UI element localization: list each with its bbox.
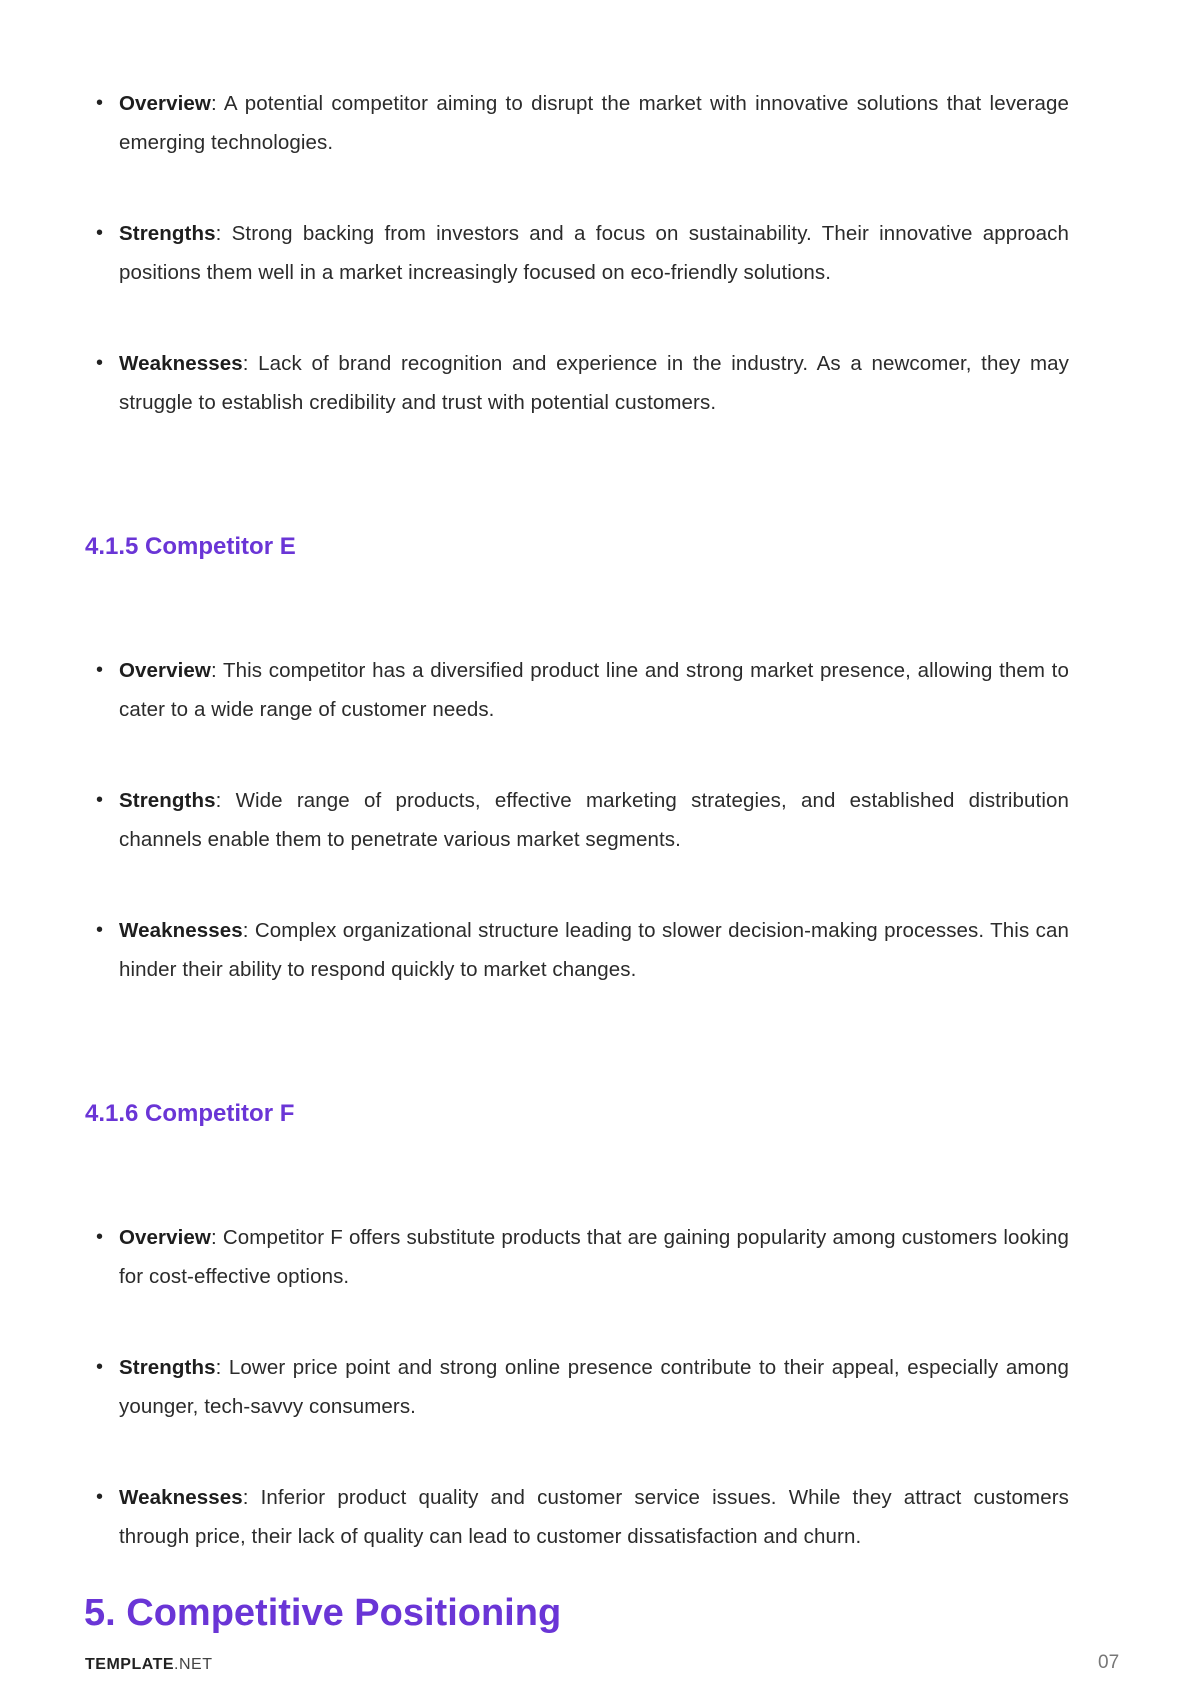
- bullet-weaknesses: • Weaknesses: Inferior product quality and customer service issues. While they attract customers through price, their lack of quality can lead to customer dissatisfaction and churn.: [103, 1478, 1069, 1556]
- bullet-strengths: • Strengths: Strong backing from investors and a focus on sustainability. Their innovative approach positions them well in a market increasingly focused on eco-friendly solutions.: [103, 214, 1069, 292]
- bullet-dot: •: [96, 789, 104, 811]
- bullet-label: Overview: [119, 659, 211, 682]
- bullet-dot: •: [96, 1486, 104, 1508]
- bullet-text: Complex organizational structure leading to slower decision-making processes. This can hinder their ability to respond quickly to market changes.: [119, 919, 1069, 981]
- bullet-text: Wide range of products, effective marketing strategies, and established distribution channels enable them to penetrate various market segments.: [119, 789, 1069, 851]
- bullet-weaknesses: • Weaknesses: Lack of brand recognition and experience in the industry. As a newcomer, they may struggle to establish credibility and trust with potential customers.: [103, 344, 1069, 422]
- section-title-competitive-positioning: 5. Competitive Positioning: [84, 1592, 562, 1634]
- brand-suffix: .NET: [174, 1656, 213, 1673]
- bullet-dot: •: [96, 1356, 104, 1378]
- bullet-dot: •: [96, 659, 104, 681]
- bullet-text: This competitor has a diversified product line and strong market presence, allowing them to cater to a wide range of customer needs.: [119, 659, 1069, 721]
- bullet-label: Weaknesses: [119, 352, 243, 375]
- bullet-text: Lack of brand recognition and experience in the industry. As a newcomer, they may struggle to establish credibility and trust with potential customers.: [119, 352, 1069, 414]
- bullet-dot: •: [96, 352, 104, 374]
- bullet-dot: •: [96, 1226, 104, 1248]
- bullet-dot: •: [96, 92, 104, 114]
- bullet-strengths: • Strengths: Wide range of products, effective marketing strategies, and established distribution channels enable them to penetrate various market segments.: [103, 781, 1069, 859]
- bullet-overview: • Overview: Competitor F offers substitute products that are gaining popularity among customers looking for cost-effective options.: [103, 1218, 1069, 1296]
- bullet-text: A potential competitor aiming to disrupt the market with innovative solutions that leverage emerging technologies.: [119, 92, 1069, 154]
- bullet-text: Strong backing from investors and a focus on sustainability. Their innovative approach positions them well in a market increasingly focused on eco-friendly solutions.: [119, 222, 1069, 284]
- bullet-dot: •: [96, 919, 104, 941]
- bullet-label: Strengths: [119, 1356, 216, 1379]
- footer-brand-logo: [85, 1656, 212, 1674]
- brand-bold: TEMPLATE: [85, 1656, 175, 1673]
- bullet-label: Overview: [119, 92, 211, 115]
- section-heading-competitor-e: 4.1.5 Competitor E: [85, 533, 296, 560]
- bullet-label: Overview: [119, 1226, 211, 1249]
- bullet-text: Competitor F offers substitute products that are gaining popularity among customers looking for cost-effective options.: [119, 1226, 1069, 1288]
- bullet-overview: • Overview: A potential competitor aiming to disrupt the market with innovative solutions that leverage emerging technologies.: [103, 84, 1069, 162]
- bullet-overview: • Overview: This competitor has a diversified product line and strong market presence, allowing them to cater to a wide range of customer needs.: [103, 651, 1069, 729]
- bullet-text: Lower price point and strong online presence contribute to their appeal, especially among younger, tech-savvy consumers.: [119, 1356, 1069, 1418]
- bullet-label: Weaknesses: [119, 919, 243, 942]
- page-number: 07: [1098, 1652, 1120, 1673]
- bullet-weaknesses: • Weaknesses: Complex organizational structure leading to slower decision-making processes. This can hinder their ability to respond quickly to market changes.: [103, 911, 1069, 989]
- bullet-text: Inferior product quality and customer service issues. While they attract customers through price, their lack of quality can lead to customer dissatisfaction and churn.: [119, 1486, 1070, 1548]
- bullet-strengths: • Strengths: Lower price point and strong online presence contribute to their appeal, especially among younger, tech-savvy consumers.: [103, 1348, 1069, 1426]
- bullet-label: Strengths: [119, 222, 216, 245]
- section-heading-competitor-f: 4.1.6 Competitor F: [85, 1100, 295, 1127]
- bullet-label: Strengths: [119, 789, 216, 812]
- bullet-dot: •: [96, 222, 104, 244]
- bullet-label: Weaknesses: [119, 1486, 243, 1509]
